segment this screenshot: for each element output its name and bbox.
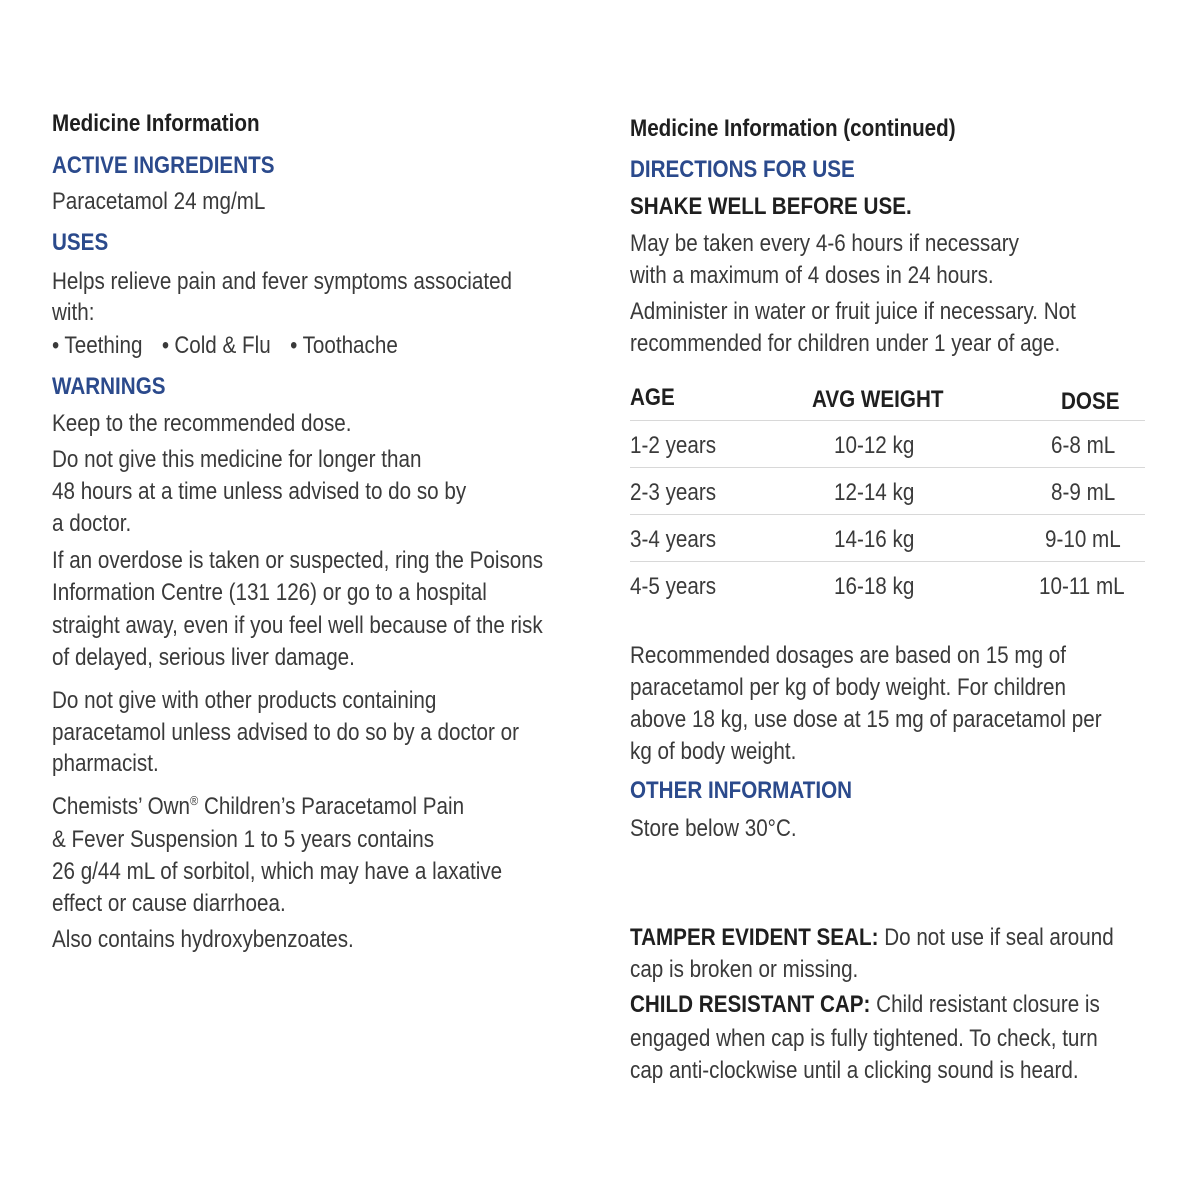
tamper-seal-line: cap is broken or missing.: [630, 956, 859, 983]
warnings-paragraph-line: Also contains hydroxybenzoates.: [52, 926, 354, 953]
registered-mark: ®: [190, 793, 199, 808]
dosage-note-line: Recommended dosages are based on 15 mg of: [630, 642, 1067, 669]
directions-line: Administer in water or fruit juice if necessary. Not: [630, 298, 1076, 325]
warnings-paragraph: Keep to the recommended dose.: [52, 410, 352, 437]
directions-heading: DIRECTIONS FOR USE: [630, 156, 855, 183]
uses-bullet-list: [52, 330, 398, 362]
table-divider: [630, 467, 1145, 468]
warnings-paragraph-line: Information Centre (131 126) or go to a hospital: [52, 579, 487, 606]
active-ingredients-heading: ACTIVE INGREDIENTS: [52, 152, 275, 179]
child-cap-line: [630, 989, 1100, 1021]
table-cell-weight: 12-14 kg: [834, 479, 915, 506]
table-header-dose: DOSE: [1061, 388, 1120, 415]
product-name: Children’s Paracetamol Pain: [198, 793, 465, 820]
child-cap-line: engaged when cap is fully tightened. To check, turn: [630, 1025, 1098, 1052]
warnings-paragraph-line: effect or cause diarrhoea.: [52, 890, 286, 917]
warnings-paragraph-line: Do not give this medicine for longer than: [52, 446, 422, 473]
dosage-note-line: kg of body weight.: [630, 738, 797, 765]
bullet-icon: •: [52, 332, 60, 359]
dosage-note-line: paracetamol per kg of body weight. For children: [630, 674, 1066, 701]
table-cell-age: 4-5 years: [630, 573, 717, 600]
warnings-paragraph-line: [52, 791, 464, 823]
left-page-title: Medicine Information: [52, 110, 260, 137]
table-cell-dose: 8-9 mL: [1051, 479, 1116, 506]
table-cell-age: 1-2 years: [630, 432, 717, 459]
table-divider: [630, 561, 1145, 562]
table-cell-weight: 16-18 kg: [834, 573, 915, 600]
warnings-paragraph-line: paracetamol unless advised to do so by a doctor or: [52, 719, 519, 746]
brand-name: Chemists’ Own: [52, 793, 191, 820]
warnings-paragraph-line: straight away, even if you feel well because of the risk: [52, 612, 543, 639]
warnings-paragraph-line: 48 hours at a time unless advised to do so by: [52, 478, 467, 505]
warnings-paragraph-line: pharmacist.: [52, 750, 159, 777]
directions-line: with a maximum of 4 doses in 24 hours.: [630, 262, 994, 289]
bullet-icon: •: [290, 332, 298, 359]
child-cap-line: cap anti-clockwise until a clicking sound is heard.: [630, 1057, 1079, 1084]
warnings-paragraph-line: of delayed, serious liver damage.: [52, 644, 355, 671]
right-page-title: Medicine Information (continued): [630, 115, 956, 142]
table-header-weight: AVG WEIGHT: [812, 386, 944, 413]
dosage-note-line: above 18 kg, use dose at 15 mg of paracetamol per: [630, 706, 1102, 733]
warnings-paragraph-line: 26 g/44 mL of sorbitol, which may have a laxative: [52, 858, 503, 885]
table-divider: [630, 420, 1145, 421]
warnings-paragraph-line: Do not give with other products containing: [52, 687, 437, 714]
warnings-paragraph-line: & Fever Suspension 1 to 5 years contains: [52, 826, 435, 853]
uses-heading: USES: [52, 229, 109, 256]
active-ingredients-text: Paracetamol 24 mg/mL: [52, 188, 266, 215]
bullet-icon: •: [161, 332, 170, 359]
other-info-heading: OTHER INFORMATION: [630, 777, 853, 804]
uses-line: with:: [52, 299, 95, 326]
directions-line: recommended for children under 1 year of age.: [630, 330, 1061, 357]
uses-bullet-item: Cold & Flu: [174, 332, 271, 359]
table-cell-age: 3-4 years: [630, 526, 717, 553]
tamper-seal-text: Do not use if seal around: [878, 924, 1114, 951]
warnings-paragraph-line: If an overdose is taken or suspected, ring the Poisons: [52, 547, 544, 574]
tamper-seal-line: [630, 922, 1114, 954]
table-cell-age: 2-3 years: [630, 479, 717, 506]
table-divider: [630, 514, 1145, 515]
table-cell-dose: 9-10 mL: [1045, 526, 1121, 553]
uses-bullet-item: Toothache: [302, 332, 398, 359]
table-header-age: AGE: [630, 384, 675, 411]
child-cap-label: CHILD RESISTANT CAP:: [630, 991, 871, 1018]
warnings-heading: WARNINGS: [52, 373, 166, 400]
directions-line: May be taken every 4-6 hours if necessary: [630, 230, 1019, 257]
table-cell-dose: 6-8 mL: [1051, 432, 1116, 459]
tamper-seal-label: TAMPER EVIDENT SEAL:: [630, 924, 879, 951]
table-cell-weight: 14-16 kg: [834, 526, 915, 553]
warnings-paragraph-line: a doctor.: [52, 510, 132, 537]
child-cap-text: Child resistant closure is: [870, 991, 1100, 1018]
shake-well-instruction: SHAKE WELL BEFORE USE.: [630, 193, 912, 220]
storage-text: Store below 30°C.: [630, 815, 797, 842]
table-cell-dose: 10-11 mL: [1039, 573, 1125, 600]
uses-line: Helps relieve pain and fever symptoms associated: [52, 268, 513, 295]
table-cell-weight: 10-12 kg: [834, 432, 915, 459]
uses-bullet-item: Teething: [64, 332, 143, 359]
